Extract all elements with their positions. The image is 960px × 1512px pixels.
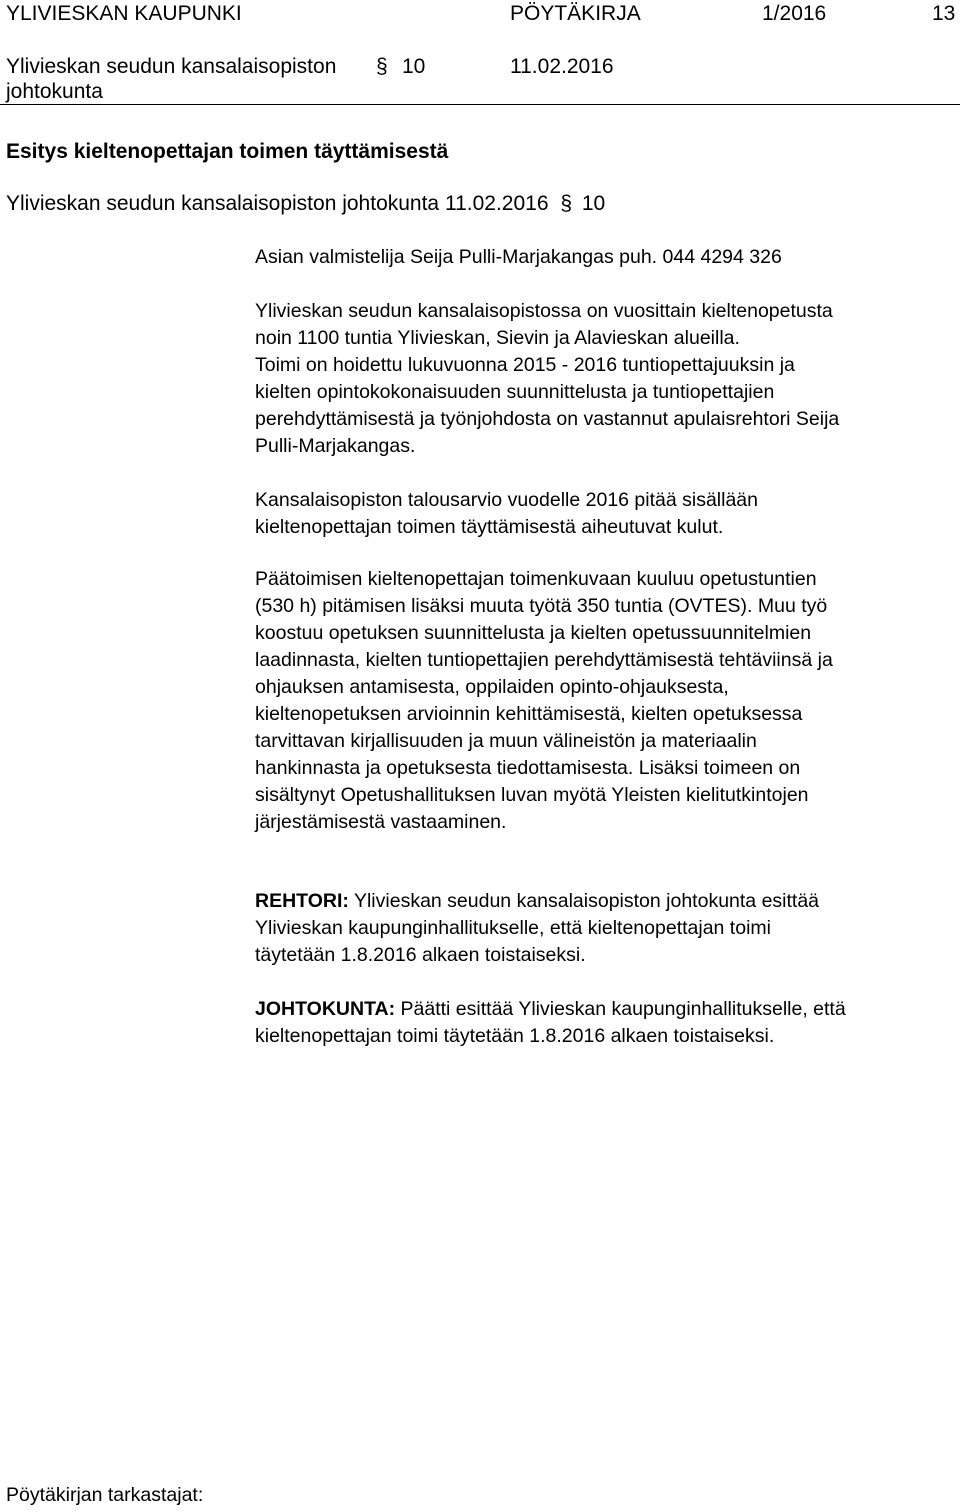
header-org: YLIVIESKAN KAUPUNKI [6,2,242,25]
paragraph-line: tarvittavan kirjallisuuden ja muun välineistön ja materiaalin [255,730,757,752]
paragraph-line: koostuu opetuksen suunnittelusta ja kielten opetussuunnitelmien [255,622,812,644]
paragraph-line: hankinnasta ja opetuksesta tiedottamisesta. Lisäksi toimeen on [255,757,801,779]
paragraph-line: laadinnasta, kielten tuntiopettajien perehdyttämisestä tehtäviinsä ja [255,649,833,671]
matter-reference-text: Ylivieskan seudun kansalaisopiston johtokunta 11.02.2016 [6,192,549,215]
paragraph-job-description [255,566,960,836]
paragraph-line: Toimi on hoidettu lukuvuonna 2015 - 2016 tuntiopettajuuksin ja [255,354,795,376]
paragraph-line: sisältynyt Opetushallituksen luvan myötä Yleisten kielitutkintojen [255,784,809,806]
paragraph-line: kielten opintokokonaisuuden suunnittelusta ja tuntiopettajien [255,381,775,403]
paragraph-line: kieltenopettajan toimen täyttämisestä aiheutuvat kulut. [255,516,724,538]
decision-line: Päätti esittää Ylivieskan kaupunginhallitukselle, että [395,998,846,1020]
proposal-block [255,888,960,969]
proposal-label: REHTORI: [255,890,349,912]
decision-label: JOHTOKUNTA: [255,998,396,1020]
proposal-line: täytetään 1.8.2016 alkaen toistaiseksi. [255,944,586,966]
matter-preparer: Asian valmistelija Seija Pulli-Marjakangas puh. 044 4294 326 [255,246,782,268]
matter-reference-section-sign: § [560,192,573,215]
matter-reference [6,192,605,216]
matter-reference-section-number: 10 [581,192,606,215]
header-rule [0,104,960,105]
footer-reviewers-label: Pöytäkirjan tarkastajat: [6,1484,204,1506]
header-page-number: 13 [932,2,956,25]
paragraph-line: järjestämisestä vastaaminen. [255,811,507,833]
paragraph-line: Ylivieskan seudun kansalaisopistossa on vuosittain kieltenopetusta [255,300,833,322]
decision-line: kieltenopettajan toimi täytetään 1.8.2016 alkaen toistaiseksi. [255,1025,775,1047]
header-doc-type: PÖYTÄKIRJA [510,2,641,25]
paragraph-line: perehdyttämisestä ja työnjohdosta on vastannut apulaisrehtori Seija [255,408,840,430]
paragraph-line: kieltenopetuksen arvioinnin kehittämisestä, kielten opetuksessa [255,703,803,725]
matter-title: Esitys kieltenopettajan toimen täyttämisestä [6,140,449,163]
proposal-line: Ylivieskan kaupunginhallitukselle, että kieltenopettajan toimi [255,917,771,939]
proposal-line: Ylivieskan seudun kansalaisopiston johtokunta esittää [348,890,820,912]
paragraph-line: Kansalaisopiston talousarvio vuodelle 2016 pitää sisällään [255,489,759,511]
paragraph-line: Päätoimisen kieltenopettajan toimenkuvaan kuuluu opetustuntien [255,568,817,590]
header-doc-number: 1/2016 [762,2,827,25]
paragraph-line: Pulli-Marjakangas. [255,435,416,457]
decision-block [255,996,960,1050]
paragraph-line: noin 1100 tuntia Ylivieskan, Sievin ja Alavieskan alueilla. [255,327,740,349]
header-section-sign: § [376,55,388,78]
paragraph-line: (530 h) pitämisen lisäksi muuta työtä 350 tuntia (OVTES). Muu työ [255,595,828,617]
paragraph-background [255,298,960,460]
paragraph-budget [255,487,960,541]
header-date: 11.02.2016 [510,55,614,78]
header-body-line1: Ylivieskan seudun kansalaisopiston [6,55,337,78]
header-section-number: 10 [402,55,426,78]
header-body-line2: johtokunta [6,80,103,103]
paragraph-line: ohjauksen antamisesta, oppilaiden opinto-ohjauksesta, [255,676,729,698]
